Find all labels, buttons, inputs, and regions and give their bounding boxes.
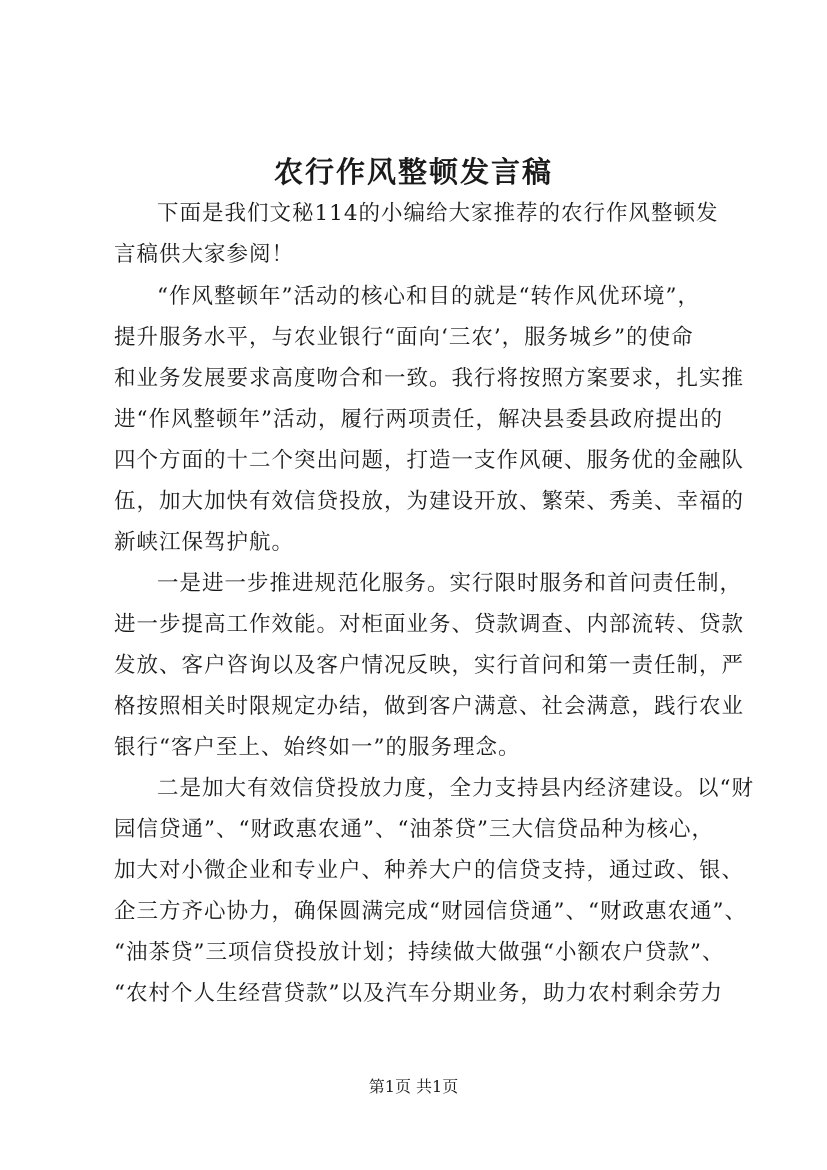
paragraph-line: 银行“客户至上、始终如一”的服务理念。 — [114, 735, 521, 760]
paragraph-line: “油茶贷”三项信贷投放计划；持续做大做强“小额农户贷款”、 — [114, 940, 725, 965]
paragraph-line: 提升服务水平，与农业银行“面向‘三农’，服务城乡”的使命 — [114, 325, 694, 350]
paragraph-line: 进一步提高工作效能。对柜面业务、贷款调查、内部流转、贷款 — [114, 612, 745, 637]
paragraph-line: 四个方面的十二个突出问题，打造一支作风硬、服务优的金融队 — [114, 448, 745, 473]
paragraph-line: “作风整顿年”活动的核心和目的就是“转作风优环境”， — [157, 284, 700, 309]
paragraph-line: 言稿供大家参阅！ — [114, 242, 295, 267]
paragraph-line: 一是进一步推进规范化服务。实行限时服务和首问责任制， — [157, 571, 743, 596]
document-title: 农行作风整顿发言稿 — [273, 155, 553, 189]
paragraph-line: 进“作风整顿年”活动，履行两项责任，解决县委县政府提出的 — [114, 407, 723, 432]
paragraph-line: 二是加大有效信贷投放力度，全力支持县内经济建设。以“财 — [157, 776, 754, 801]
paragraph-line: 加大对小微企业和专业户、种养大户的信贷支持，通过政、银、 — [114, 858, 745, 883]
paragraph-line: 企三方齐心协力，确保圆满完成“财园信贷通”、“财政惠农通”、 — [114, 899, 747, 924]
paragraph-line: 下面是我们文秘114的小编给大家推荐的农行作风整顿发 — [157, 201, 719, 226]
page-footer: 第1页 共1页 — [368, 1077, 459, 1096]
paragraph-line: 格按照相关时限规定办结，做到客户满意、社会满意，践行农业 — [114, 694, 745, 719]
paragraph-line: 发放、客户咨询以及客户情况反映，实行首问和第一责任制，严 — [114, 653, 745, 678]
paragraph-line: 和业务发展要求高度吻合和一致。我行将按照方案要求，扎实推 — [114, 366, 745, 391]
paragraph-line: 园信贷通”、“财政惠农通”、“油茶贷”三大信贷品种为核心， — [114, 817, 714, 842]
paragraph-line: 伍，加大加快有效信贷投放，为建设开放、繁荣、秀美、幸福的 — [114, 489, 745, 514]
paragraph-line: 新峡江保驾护航。 — [114, 530, 295, 555]
paragraph-line: “农村个人生经营贷款”以及汽车分期业务，助力农村剩余劳力 — [114, 981, 723, 1006]
